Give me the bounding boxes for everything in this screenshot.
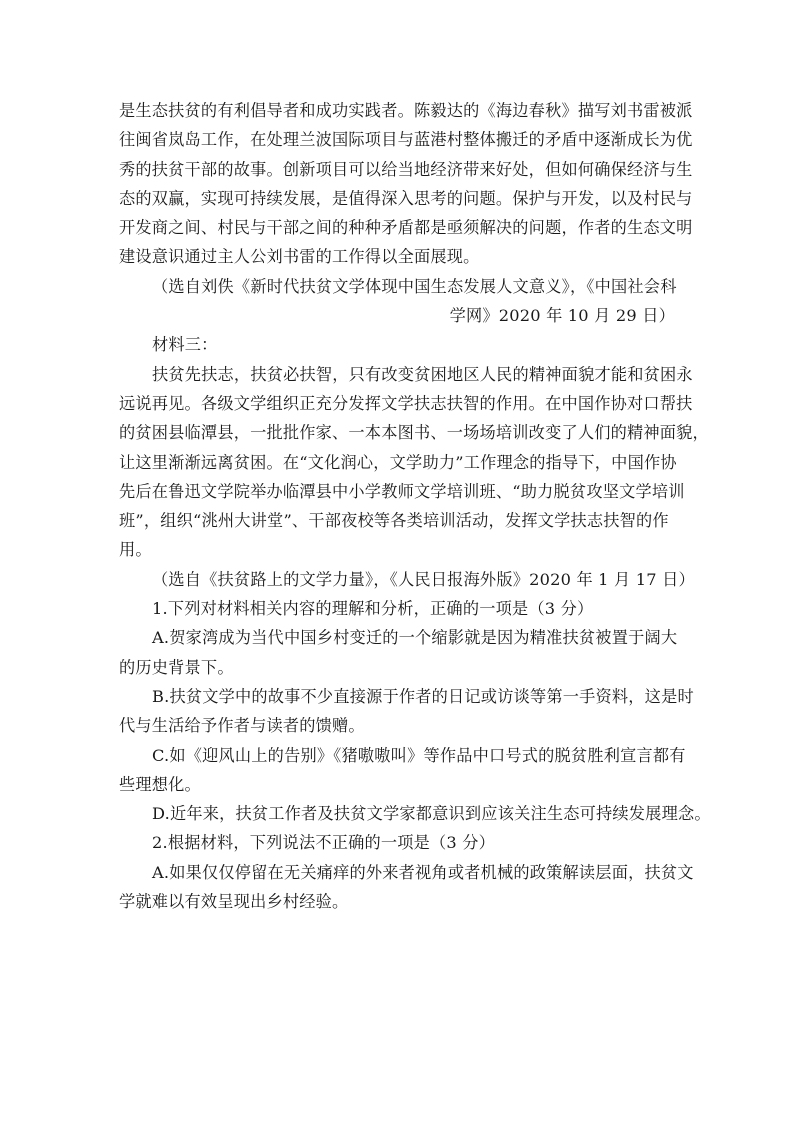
text-line: 态的双赢，实现可持续发展，是值得深入思考的问题。保护与开发，以及村民与 [119,188,693,208]
paragraph-continued [119,96,693,272]
option-a-cont: 的历史背景下。 [119,657,234,677]
text-line: 让这里渐渐远离贫困。在“文化润心，文学助力”工作理念的指导下，中国作协 [119,452,677,472]
text-line: 是生态扶贫的有利倡导者和成功实践者。陈毅达的《海边春秋》描写刘书雷被派 [119,101,693,120]
option-b: B.扶贫文学中的故事不少直接源于作者的日记或访谈等第一手资料，这是时 [152,686,694,706]
source-citation-2 [119,272,681,331]
text-line: 秀的扶贫干部的故事。创新项目可以给当地经济带来好处，但如何确保经济与生 [119,159,693,179]
option-a-cont: 学就难以有效呈现出乡村经验。 [119,892,349,912]
material-3-title: 材料三： [152,335,218,355]
text-line: 扶贫先扶志，扶贫必扶智，只有改变贫困地区人民的精神面貌才能和贫困永 [152,364,693,384]
question-stem: 1.下列对材料相关内容的理解和分析，正确的一项是（3 分） [152,599,594,619]
source-citation-3: （选自《扶贫路上的文学力量》，《人民日报海外版》2020 年 1 月 17 日） [152,569,695,589]
option-b-cont: 代与生活给予作者与读者的馈赠。 [119,716,365,736]
document-page [119,96,711,916]
text-line: 建设意识通过主人公刘书雷的工作得以全面展现。 [119,247,480,267]
option-c-cont: 些理想化。 [119,774,201,794]
citation-line: （选自刘佚《新时代扶贫文学体现中国生态发展人文意义》，《中国社会科 [152,276,677,296]
text-line: 开发商之间、村民与干部之间的种种矛盾都是亟须解决的问题，作者的生态文明 [119,218,693,238]
text-line: 远说再见。各级文学组织正充分发挥文学扶志扶智的作用。在中国作协对口帮扶 [119,393,693,413]
option-a: A.如果仅仅停留在无关痛痒的外来者视角或者机械的政策解读层面，扶贫文 [152,862,694,882]
citation-line: 学网》2020 年 10 月 29 日） [449,306,675,326]
question-1 [119,594,711,828]
material-3-paragraph [119,360,709,565]
option-d: D.近年来，扶贫工作者及扶贫文学家都意识到应该关注生态可持续发展理念。 [152,804,711,824]
question-stem: 2.根据材料，下列说法不正确的一项是（3 分） [152,833,496,853]
option-a: A.贺家湾成为当代中国乡村变迁的一个缩影就是因为精准扶贫被置于阔大 [152,628,678,648]
text-line: 先后在鲁迅文学院举办临潭县中小学教师文学培训班、“助力脱贫攻坚文学培训 [119,481,685,501]
option-c: C.如《迎风山上的告别》《猪嗷嗷叫》等作品中口号式的脱贫胜利宣言都有 [152,745,686,765]
text-line: 往闽省岚岛工作，在处理兰波国际项目与蓝港村整体搬迁的矛盾中逐渐成长为优 [119,130,693,150]
text-line: 班”，组织“洮州大讲堂”、干部夜校等各类培训活动，发挥文学扶志扶智的作 [119,511,669,531]
text-line: 的贫困县临潭县，一批批作家、一本本图书、一场场培训改变了人们的精神面貌， [119,423,709,443]
question-2 [119,828,694,916]
text-line: 用。 [119,540,152,560]
